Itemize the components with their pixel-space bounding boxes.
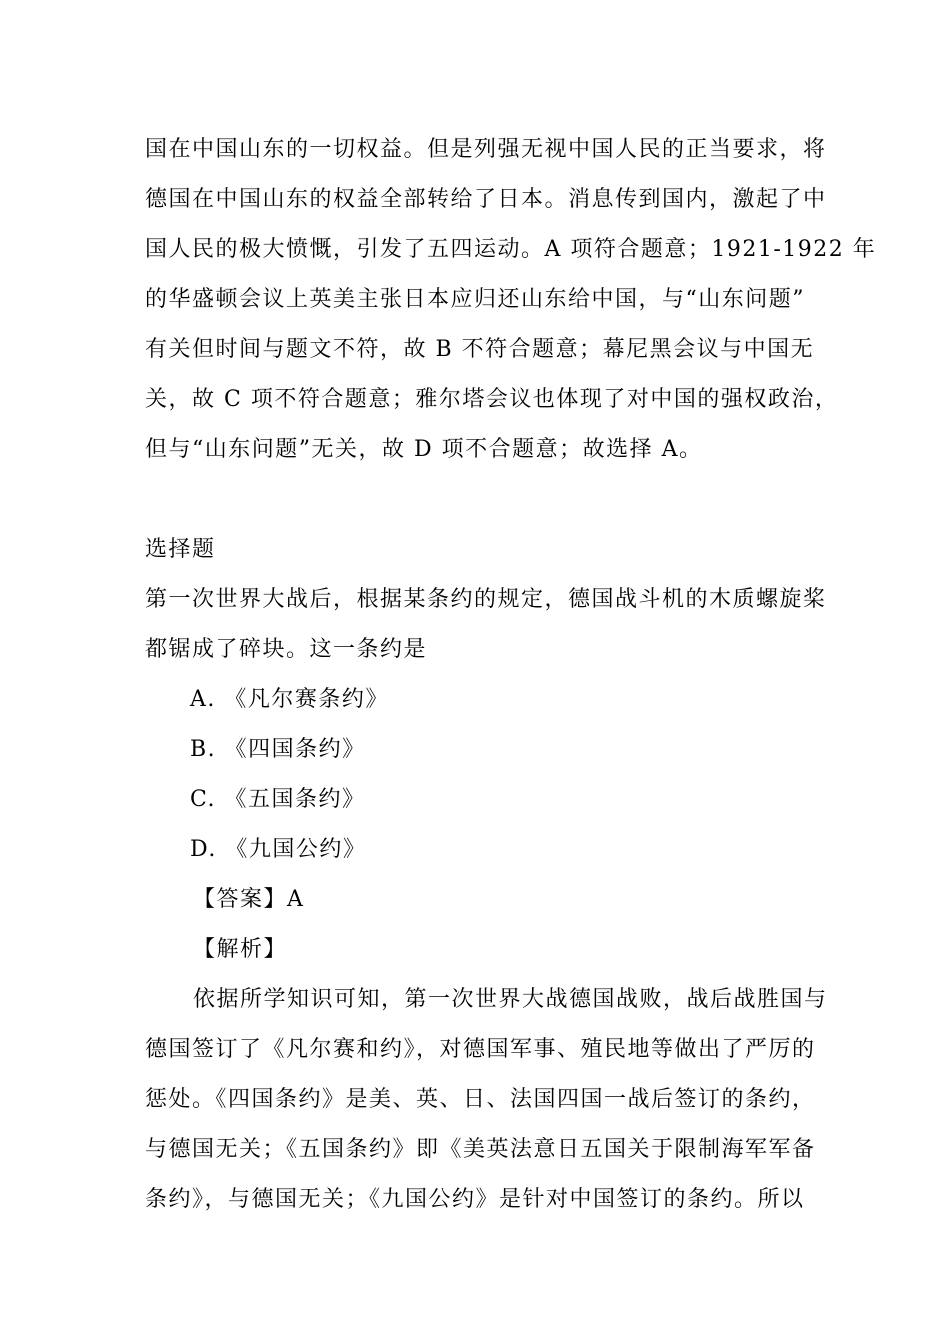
explanation-line: 德国在中国山东的权益全部转给了日本。消息传到国内，激起了中 — [145, 187, 827, 212]
explanation-line: 国在中国山东的一切权益。但是列强无视中国人民的正当要求，将 — [145, 137, 827, 162]
question-type-label: 选择题 — [145, 537, 216, 562]
analysis-line: 依据所学知识可知，第一次世界大战德国战败，战后战胜国与 — [193, 987, 828, 1012]
explanation-line: 有关但时间与题文不符，故 B 不符合题意；幕尼黑会议与中国无 — [145, 337, 815, 362]
explanation-line: 关，故 C 项不符合题意；雅尔塔会议也体现了对中国的强权政治， — [145, 387, 839, 412]
analysis-line: 惩处。《四国条约》是美、英、日、法国四国一战后签订的条约， — [145, 1087, 816, 1112]
explanation-line: 国人民的极大愤慨，引发了五四运动。A 项符合题意；1921-1922 年 — [145, 237, 877, 262]
analysis-label: 【解析】 — [193, 937, 288, 962]
analysis-line: 与德国无关；《五国条约》即《美英法意日五国关于限制海军军备 — [145, 1137, 816, 1162]
explanation-line: 但与“山东问题”无关，故 D 项不合题意；故选择 A。 — [145, 437, 703, 462]
question-stem-line: 都锯成了碎块。这一条约是 — [145, 637, 428, 662]
analysis-line: 条约》，与德国无关；《九国公约》是针对中国签订的条约。所以 — [145, 1187, 805, 1212]
answer-label: 【答案】A — [193, 887, 305, 912]
option-b: B. 《四国条约》 — [190, 737, 366, 762]
option-c: C. 《五国条约》 — [190, 787, 366, 812]
analysis-line: 德国签订了《凡尔赛和约》，对德国军事、殖民地等做出了严厉的 — [145, 1037, 816, 1062]
question-stem-line: 第一次世界大战后，根据某条约的规定，德国战斗机的木质螺旋桨 — [145, 587, 827, 612]
option-d: D. 《九国公约》 — [190, 837, 367, 862]
option-a: A. 《凡尔赛条约》 — [190, 687, 389, 712]
explanation-line: 的华盛顿会议上英美主张日本应归还山东给中国，与“山东问题” — [145, 287, 805, 312]
